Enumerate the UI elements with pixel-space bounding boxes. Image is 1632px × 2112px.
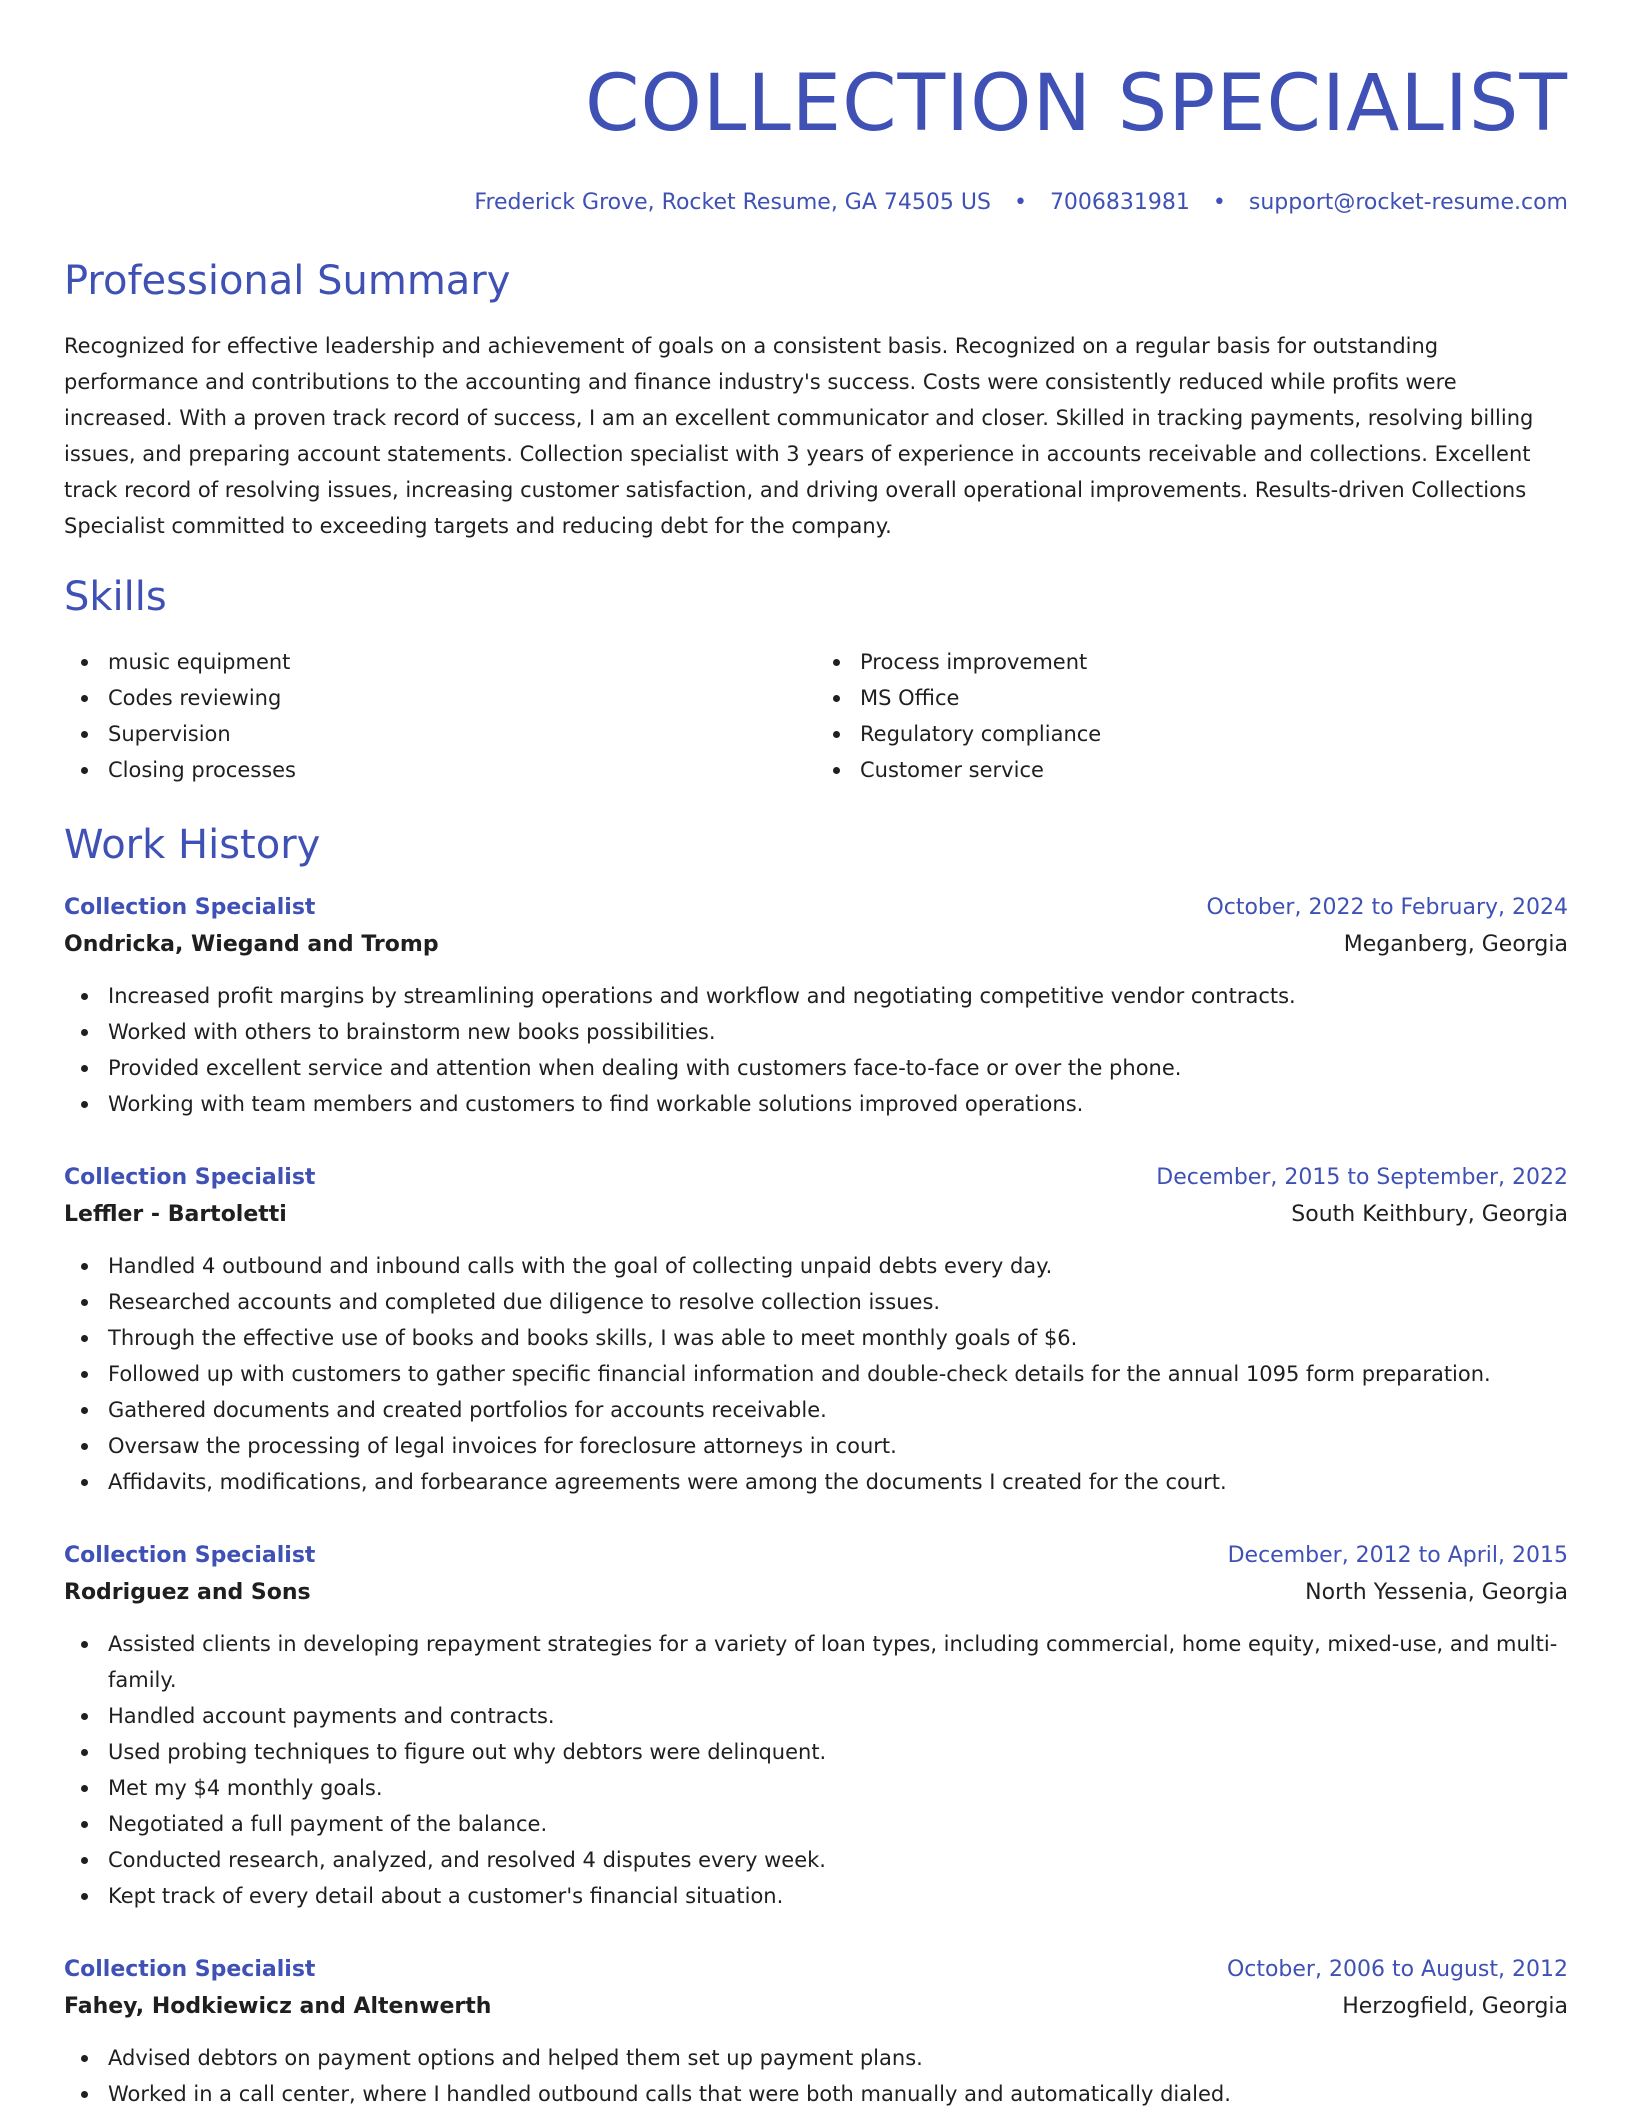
resume-header — [64, 0, 1568, 218]
skill-item: MS Office — [816, 680, 1568, 716]
summary-text: Recognized for effective leadership and achievement of goals on a consistent basis. Recognized on a regular basis for outstanding performance and contributions to the accounting and finance industry's success. Costs were consistently reduced while profits were increased. With a proven track record of success, I am an excellent communicator and closer. Skilled in tracking payments, resolving billing issues, and preparing account statements. Collection specialist with 3 years of experience in accounts receivable and collections. Excellent track record of resolving issues, increasing customer satisfaction, and driving overall operational improvements. Results-driven Collections Specialist committed to exceeding targets and reducing debt for the company. — [64, 334, 1534, 538]
job-bullet: Worked with others to brainstorm new books possibilities. — [64, 1014, 1568, 1050]
job-entry — [64, 1160, 1568, 1500]
resume-name: COLLECTION SPECIALIST — [585, 59, 1568, 149]
job-bullets — [64, 1626, 1568, 1914]
job-title: Collection Specialist — [64, 1543, 316, 1568]
job-bullets — [64, 978, 1568, 1122]
job-bullet: Oversaw the processing of legal invoices for foreclosure attorneys in court. — [64, 1428, 1568, 1464]
job-entry — [64, 890, 1568, 1122]
job-bullet: Conducted research, analyzed, and resolved 4 disputes every week. — [64, 1842, 1568, 1878]
job-title: Collection Specialist — [64, 1957, 316, 1982]
job-company: Rodriguez and Sons — [64, 1580, 311, 1605]
job-bullets — [64, 2040, 1568, 2112]
job-bullet: Affidavits, modifications, and forbearance agreements were among the documents I created for the court. — [64, 1464, 1568, 1500]
job-title: Collection Specialist — [64, 1165, 316, 1190]
job-bullet: Advised debtors on payment options and helped them set up payment plans. — [64, 2040, 1568, 2076]
skill-item: Supervision — [64, 716, 816, 752]
skill-item: Regulatory compliance — [816, 716, 1568, 752]
job-location: North Yessenia, Georgia — [1305, 1580, 1568, 1605]
skill-item: Customer service — [816, 752, 1568, 788]
job-bullet: Followed up with customers to gather specific financial information and double-check details for the annual 1095 form preparation. — [64, 1356, 1568, 1392]
job-company: Fahey, Hodkiewicz and Altenwerth — [64, 1994, 492, 2019]
job-bullet: Working with team members and customers to find workable solutions improved operations. — [64, 1086, 1568, 1122]
job-bullet: Assisted clients in developing repayment strategies for a variety of loan types, including commercial, home equity, mixed-use, and multi-family. — [64, 1626, 1568, 1698]
job-entry — [64, 1952, 1568, 2112]
skill-item: music equipment — [64, 644, 816, 680]
job-dates: December, 2012 to April, 2015 — [1227, 1543, 1568, 1568]
skill-item: Process improvement — [816, 644, 1568, 680]
skills-heading: Skills — [64, 574, 167, 620]
job-bullet: Provided excellent service and attention when dealing with customers face-to-face or over the phone. — [64, 1050, 1568, 1086]
job-company: Leffler - Bartoletti — [64, 1202, 287, 1227]
skills-columns — [64, 644, 1568, 788]
job-bullet: Increased profit margins by streamlining operations and workflow and negotiating competitive vendor contracts. — [64, 978, 1568, 1014]
job-bullets — [64, 1248, 1568, 1500]
job-bullet: Gathered documents and created portfolios for accounts receivable. — [64, 1392, 1568, 1428]
job-bullet: Handled account payments and contracts. — [64, 1698, 1568, 1734]
job-company: Ondricka, Wiegand and Tromp — [64, 932, 439, 957]
contact-phone: 7006831981 — [1049, 190, 1190, 215]
job-bullet: Handled 4 outbound and inbound calls with the goal of collecting unpaid debts every day. — [64, 1248, 1568, 1284]
contact-separator: • — [1212, 190, 1226, 215]
job-dates: October, 2022 to February, 2024 — [1206, 895, 1568, 920]
job-entry — [64, 1538, 1568, 1914]
skill-item: Codes reviewing — [64, 680, 816, 716]
skills-list-right — [816, 644, 1568, 788]
job-bullet: Through the effective use of books and books skills, I was able to meet monthly goals of $6. — [64, 1320, 1568, 1356]
job-bullet: Used probing techniques to figure out why debtors were delinquent. — [64, 1734, 1568, 1770]
job-bullet: Kept track of every detail about a customer's financial situation. — [64, 1878, 1568, 1914]
job-location: Meganberg, Georgia — [1343, 932, 1568, 957]
contact-separator: • — [1013, 190, 1027, 215]
contact-address: Frederick Grove, Rocket Resume, GA 74505 US — [474, 190, 991, 215]
job-bullet: Met my $4 monthly goals. — [64, 1770, 1568, 1806]
job-bullet: Worked in a call center, where I handled outbound calls that were both manually and automatically dialed. — [64, 2076, 1568, 2112]
job-bullet: Researched accounts and completed due diligence to resolve collection issues. — [64, 1284, 1568, 1320]
job-dates: December, 2015 to September, 2022 — [1156, 1165, 1568, 1190]
skills-list-left — [64, 644, 816, 788]
work-history-heading: Work History — [64, 822, 321, 868]
job-location: South Keithbury, Georgia — [1291, 1202, 1568, 1227]
job-dates: October, 2006 to August, 2012 — [1226, 1957, 1568, 1982]
summary-heading: Professional Summary — [64, 258, 511, 304]
job-bullet: Negotiated a full payment of the balance. — [64, 1806, 1568, 1842]
skill-item: Closing processes — [64, 752, 816, 788]
contact-line — [64, 188, 1568, 218]
job-title: Collection Specialist — [64, 895, 316, 920]
job-location: Herzogfield, Georgia — [1342, 1994, 1568, 2019]
contact-email: support@rocket-resume.com — [1248, 190, 1568, 215]
